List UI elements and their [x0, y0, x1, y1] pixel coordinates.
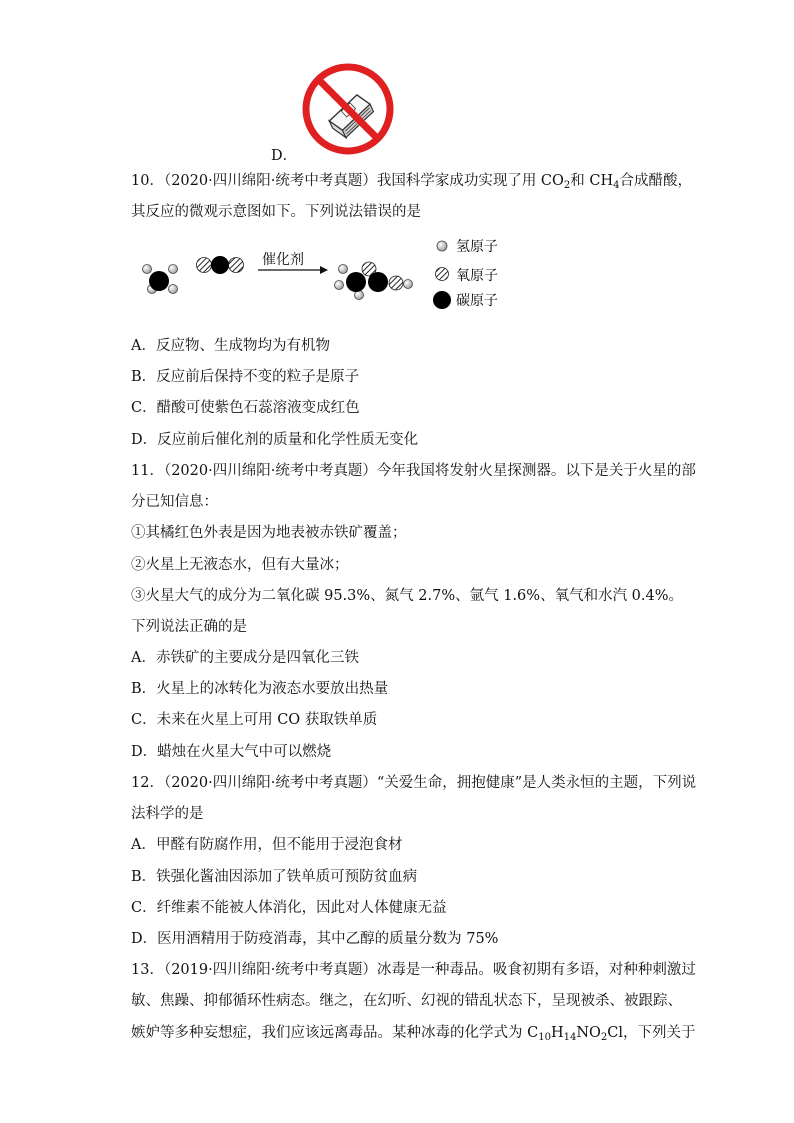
methane-molecule [143, 265, 178, 294]
carbon-dioxide-molecule [197, 256, 244, 274]
q10-option-d: D．反应前后催化剂的质量和化学性质无变化 [131, 432, 419, 448]
legend-hydrogen-label: 氢原子 [456, 239, 498, 255]
q10-stem-line2: 其反应的微观示意图如下。下列说法错误的是 [131, 204, 421, 220]
legend-oxygen-icon [436, 268, 449, 281]
q12-option-a: A．甲醛有防腐作用，但不能用于浸泡食材 [131, 837, 403, 853]
q11-option-d: D．蜡烛在火星大气中可以燃烧 [131, 744, 332, 760]
q13-stem-line3: 嫉妒等多种妄想症，我们应该远离毒品。某种冰毒的化学式为 $C_{10}H_{14}NO_2Cl$，下列关于 [131, 1025, 696, 1043]
q11-stem-line2: 分已知信息： [131, 494, 218, 510]
q12-stem-line1: 12．（2020·四川绵阳·统考中考真题）“关爱生命，拥抱健康”是人类永恒的主题，下列说 [131, 775, 697, 791]
q12-option-c: C．纤维素不能被人体消化，因此对人体健康无益 [131, 900, 447, 916]
q13-stem-line1: 13．（2019·四川绵阳·统考中考真题）冰毒是一种毒品。吸食初期有多语，对种种刺激过 [131, 962, 696, 978]
q10-stem-line1: 10．（2020·四川绵阳·统考中考真题）我国科学家成功实现了用 $CO_2$和 $CH_4$合成醋酸， [131, 173, 693, 191]
q12-stem-line2: 法科学的是 [131, 806, 204, 822]
q11-option-b: B．火星上的冰转化为液态水要放出热量 [131, 681, 389, 697]
legend [433, 239, 498, 309]
q11-stem-line1: 11．（2020·四川绵阳·统考中考真题）今年我国将发射火星探测器。以下是关于火星的部 [131, 463, 696, 479]
legend-carbon-label: 碳原子 [456, 293, 498, 309]
q11-info-2: ②火星上无液态水，但有大量冰； [131, 557, 349, 573]
q10-option-a: A．反应物、生成物均为有机物 [131, 338, 330, 354]
q10-option-c: C．醋酸可使紫色石蕊溶液变成红色 [131, 400, 360, 416]
legend-carbon-icon [433, 291, 451, 309]
q12-option-b: B．铁强化酱油因添加了铁单质可预防贫血病 [131, 869, 418, 885]
q11-info-1: ①其橘红色外表是因为地表被赤铁矿覆盖； [131, 525, 407, 541]
q11-prompt: 下列说法正确的是 [131, 619, 247, 635]
no-matches-sign-icon [302, 62, 394, 156]
option-d-label: D． [271, 148, 298, 164]
acetic-acid-molecule [335, 262, 413, 300]
legend-oxygen-label: 氧原子 [456, 268, 498, 284]
q11-option-c: C．未来在火星上可用 CO 获取铁单质 [131, 712, 378, 728]
q12-option-d: D．医用酒精用于防疫消毒，其中乙醇的质量分数为 75% [131, 931, 499, 947]
q11-info-3: ③火星大气的成分为二氧化碳 95.3%、氮气 2.7%、氩气 1.6%、氧气和水汽 0.4%。 [131, 588, 684, 604]
legend-hydrogen-icon [437, 241, 447, 251]
catalyst-label: 催化剂 [262, 252, 304, 268]
q13-stem-line2: 敏、焦躁、抑郁循环性病态。继之，在幻听、幻视的错乱状态下，呈现被杀、被跟踪、 [131, 993, 682, 1009]
q10-option-b: B．反应前后保持不变的粒子是原子 [131, 369, 360, 385]
q11-option-a: A．赤铁矿的主要成分是四氧化三铁 [131, 650, 359, 666]
reaction-diagram [130, 232, 510, 318]
